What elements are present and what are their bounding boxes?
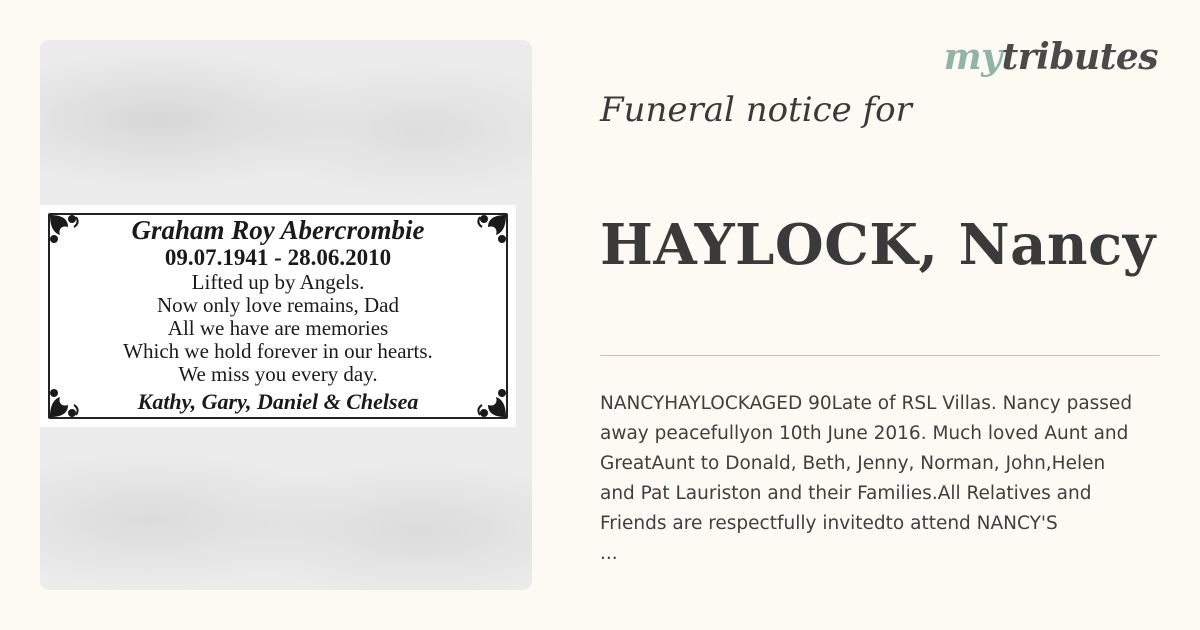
notice-dates: 09.07.1941 - 28.06.2010 — [164, 245, 392, 270]
description-ellipsis: ... — [600, 543, 618, 564]
description-line: away peacefullyon 10th June 2016. Much loved Aunt and — [600, 423, 1129, 444]
notice-description — [600, 389, 1165, 569]
description-line: and Pat Lauriston and their Families.All Relatives and — [600, 483, 1092, 504]
notice-verse-line: Lifted up by Angels. — [191, 270, 365, 294]
notice-verse-line: We miss you every day. — [178, 362, 378, 386]
notice-verse-line: All we have are memories — [167, 316, 389, 340]
mytributes-logo — [944, 36, 1158, 78]
logo-part-my: my — [943, 36, 1002, 78]
notice-verse-line: Which we hold forever in our hearts. — [123, 339, 433, 363]
divider — [600, 355, 1160, 356]
notice-photo — [40, 40, 532, 590]
notice-verse-line: Now only love remains, Dad — [156, 293, 400, 317]
notice-signature: Kathy, Gary, Daniel & Chelsea — [137, 389, 419, 414]
description-line: GreatAunt to Donald, Beth, Jenny, Norman, John,Helen — [600, 453, 1106, 474]
description-line: NANCYHAYLOCKAGED 90Late of RSL Villas. Nancy passed — [600, 393, 1133, 414]
notice-card — [40, 205, 516, 427]
page-title: HAYLOCK, Nancy — [600, 212, 1156, 278]
description-line: Friends are respectfully invitedto attend NANCY'S — [600, 513, 1058, 534]
logo-part-tributes: tributes — [1001, 36, 1158, 78]
page-subtitle: Funeral notice for — [600, 90, 912, 130]
notice-text — [70, 215, 486, 416]
notice-deceased-name: Graham Roy Abercrombie — [131, 215, 425, 245]
